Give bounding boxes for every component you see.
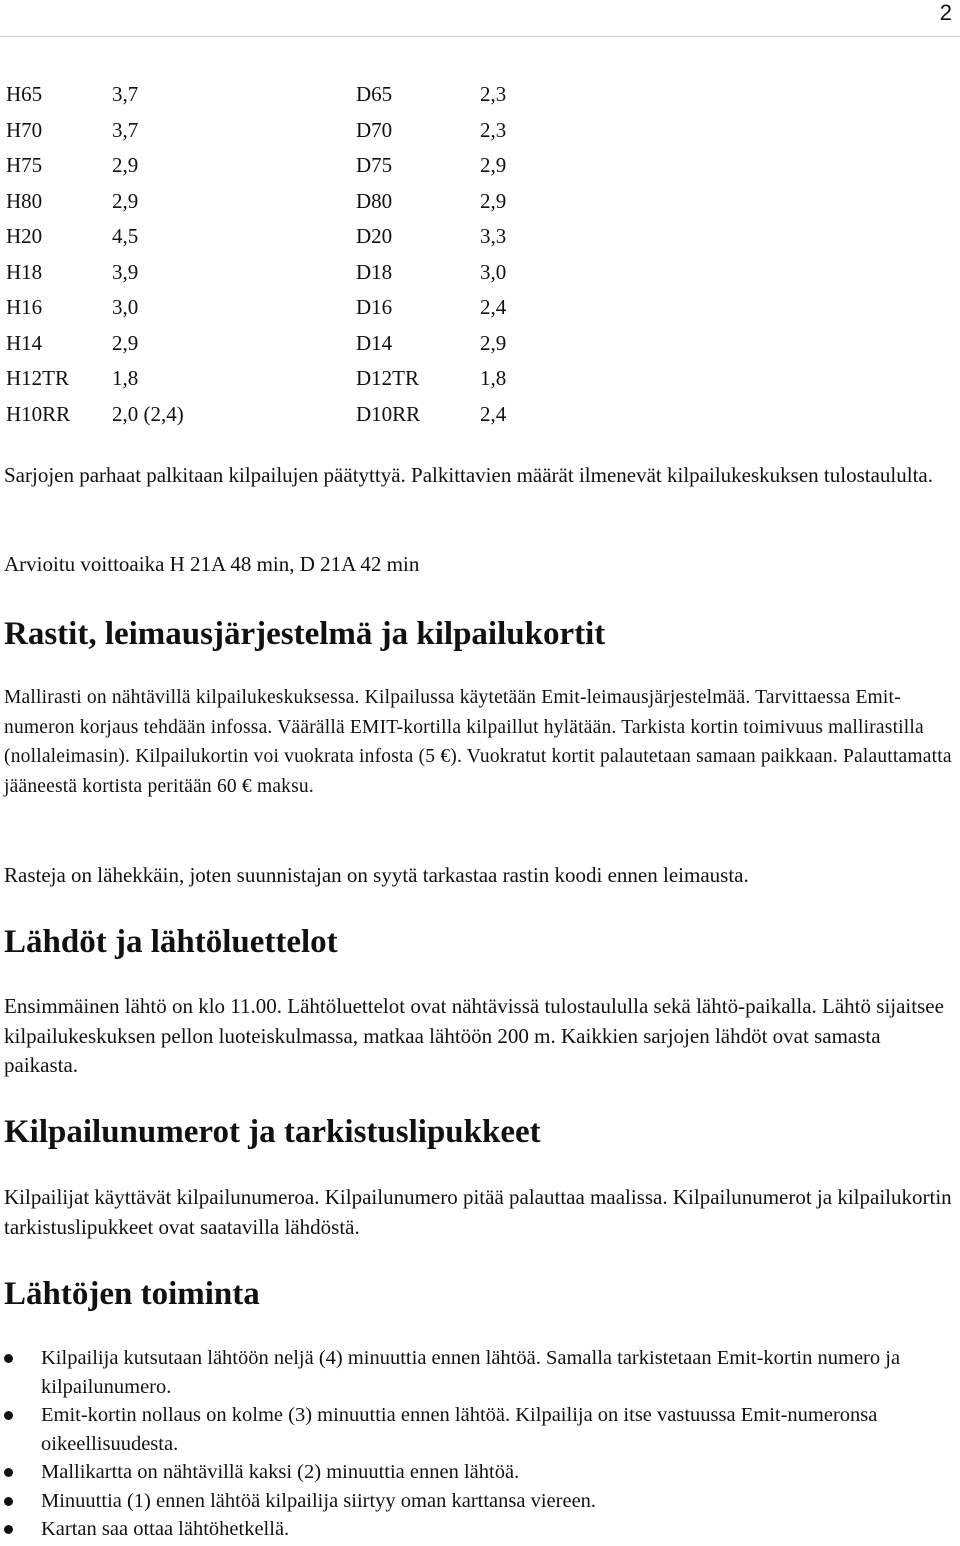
women-value: 3,0 [480, 259, 507, 284]
section-heading-start-procedure: Lähtöjen toiminta [4, 1276, 260, 1312]
section-heading-controls: Rastit, leimausjärjestelmä ja kilpailukortit [4, 616, 606, 652]
women-value: 2,3 [480, 117, 507, 142]
women-value: 2,9 [480, 153, 507, 177]
women-value: 2,9 [480, 330, 507, 355]
men-class: H16 [6, 295, 43, 319]
women-class: D12TR [356, 366, 419, 390]
start-procedure-list [0, 1344, 950, 1544]
bullet-icon [4, 1497, 13, 1506]
women-value: 3,3 [480, 224, 507, 248]
men-class: H75 [6, 153, 43, 177]
list-item-text: Minuuttia (1) ennen lähtöä kilpailija siirtyy oman karttansa viereen. [41, 1489, 597, 1512]
women-class: D75 [356, 153, 393, 177]
men-class: H20 [6, 224, 43, 248]
men-class: H65 [6, 82, 43, 106]
page-divider [0, 36, 960, 37]
section-heading-starts: Lähdöt ja lähtöluettelot [4, 924, 338, 960]
starts-paragraph: Ensimmäinen lähtö on klo 11.00. Lähtöluettelot ovat nähtävissä tulostaululla sekä lähtö-paikalla. Lähtö sijaitsee kilpailukeskuksen pellon luoteiskulmassa, matkaa lähtöön 200 m. Kaikkien sarjojen lähdöt ovat samasta paikasta. [4, 994, 944, 1077]
men-class: H14 [6, 330, 43, 355]
bibs-paragraph: Kilpailijat käyttävät kilpailunumeroa. Kilpailunumero pitää palauttaa maalissa. Kilpailunumerot ja kilpailukortin tarkistuslipukkeet ovat saatavilla lähdöstä. [4, 1185, 952, 1239]
men-class: H80 [6, 188, 43, 213]
bullet-icon [4, 1411, 13, 1420]
section-heading-bibs: Kilpailunumerot ja tarkistuslipukkeet [4, 1114, 541, 1150]
list-item [0, 1515, 950, 1544]
page-number: 2 [939, 0, 952, 25]
women-value: 2,3 [480, 82, 507, 106]
men-class: H70 [6, 117, 43, 142]
awards-paragraph: Sarjojen parhaat palkitaan kilpailujen päätyttyä. Palkittavien määrät ilmenevät kilpailukeskuksen tulostaululta. [4, 463, 933, 487]
controls-note-paragraph: Rasteja on lähekkäin, joten suunnistajan on syytä tarkastaa rastin koodi ennen leimausta. [4, 863, 749, 887]
men-value: 2,9 [112, 153, 139, 177]
women-class: D80 [356, 188, 393, 213]
list-item [0, 1344, 950, 1401]
women-class: D16 [356, 295, 393, 319]
men-value: 1,8 [112, 366, 139, 390]
women-class: D70 [356, 117, 393, 142]
women-value: 2,4 [480, 295, 507, 319]
men-class: H12TR [6, 366, 69, 390]
men-value: 2,0 (2,4) [112, 401, 184, 426]
bullet-icon [4, 1354, 13, 1363]
list-item-text: Emit-kortin nollaus on kolme (3) minuuttia ennen lähtöä. Kilpailija on itse vastuussa Emit-numeronsa oikeellisuudesta. [41, 1404, 878, 1455]
women-value: 2,9 [480, 188, 507, 213]
women-class: D10RR [356, 401, 421, 426]
women-value: 2,4 [480, 401, 507, 426]
men-value: 2,9 [112, 330, 139, 355]
women-value: 1,8 [480, 366, 507, 390]
winning-time-paragraph: Arvioitu voittoaika H 21A 48 min, D 21A 42 min [4, 552, 420, 576]
list-item-text: Kartan saa ottaa lähtöhetkellä. [41, 1518, 290, 1540]
bullet-icon [4, 1525, 13, 1534]
men-value: 3,7 [112, 117, 139, 142]
list-item-text: Kilpailija kutsutaan lähtöön neljä (4) minuuttia ennen lähtöä. Samalla tarkistetaan Emit-kortin numero ja kilpailunumero. [41, 1347, 901, 1398]
list-item [0, 1458, 950, 1487]
women-class: D18 [356, 259, 393, 284]
men-value: 2,9 [112, 188, 139, 213]
controls-paragraph: Mallirasti on nähtävillä kilpailukeskuksessa. Kilpailussa käytetään Emit-leimausjärjestelmää. Tarvittaessa Emit-numeron korjaus tehdään infossa. Väärällä EMIT-kortilla kilpaillut hylätään. Tarkista kortin toimivuus mallirastilla (nollaleimasin). Kilpailukortin voi vuokrata infosta (5 €). Vuokratut kortit palautetaan samaan paikkaan. Palauttamatta jääneestä kortista peritään 60 € maksu. [4, 687, 952, 797]
women-class: D14 [356, 330, 393, 355]
men-value: 3,9 [112, 259, 139, 284]
list-item-text: Mallikartta on nähtävillä kaksi (2) minuuttia ennen lähtöä. [41, 1461, 520, 1483]
men-class: H10RR [6, 401, 71, 426]
men-class: H18 [6, 259, 43, 284]
women-class: D65 [356, 82, 393, 106]
men-value: 4,5 [112, 224, 139, 248]
women-class: D20 [356, 224, 393, 248]
bullet-icon [4, 1468, 13, 1477]
men-value: 3,7 [112, 82, 139, 106]
list-item [0, 1487, 950, 1516]
men-value: 3,0 [112, 295, 139, 319]
list-item [0, 1401, 950, 1458]
